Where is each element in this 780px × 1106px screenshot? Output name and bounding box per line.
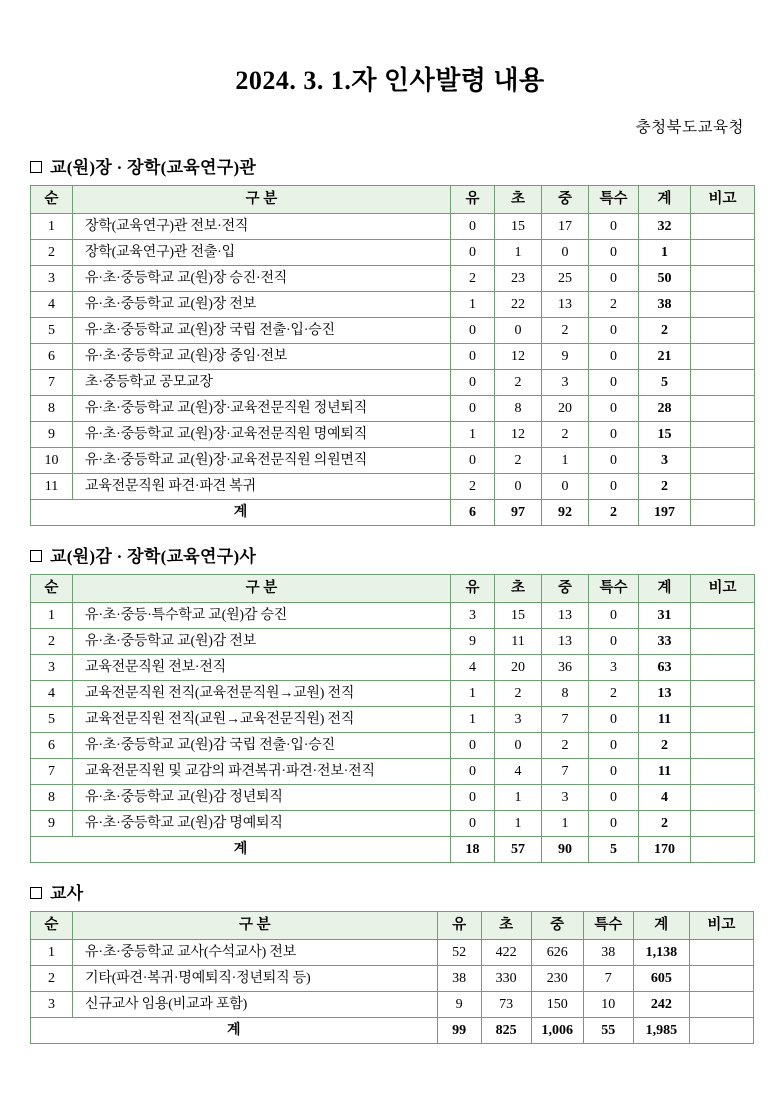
- table-row: [31, 344, 755, 370]
- cell-total: 2: [639, 811, 691, 837]
- table-row: [31, 474, 755, 500]
- cell-special: 0: [589, 370, 639, 396]
- column-header-total: 계: [639, 186, 691, 214]
- cell-special: 0: [589, 214, 639, 240]
- cell-special: 0: [589, 629, 639, 655]
- cell-total: 605: [633, 966, 689, 992]
- cell-total: 242: [633, 992, 689, 1018]
- column-header-middle: 중: [542, 575, 589, 603]
- cell-special: 7: [583, 966, 633, 992]
- cell-note: [691, 292, 755, 318]
- cell-total: 31: [639, 603, 691, 629]
- table-row: [31, 370, 755, 396]
- cell-middle: 2: [542, 733, 589, 759]
- cell-special: 0: [589, 759, 639, 785]
- cell-note: [691, 603, 755, 629]
- cell-elementary: 2: [495, 681, 542, 707]
- cell-elementary: 20: [495, 655, 542, 681]
- cell-kindergarten: 2: [451, 266, 495, 292]
- cell-note: [689, 966, 753, 992]
- cell-subject: 유·초·중등·특수학교 교(원)감 승진: [73, 603, 451, 629]
- cell-middle: 13: [542, 603, 589, 629]
- section-heading-label: 교(원)장 · 장학(교육연구)관: [50, 158, 257, 177]
- cell-middle: 13: [542, 292, 589, 318]
- cell-elementary: 15: [495, 214, 542, 240]
- column-header-kindergarten: 유: [451, 575, 495, 603]
- table-row: [31, 681, 755, 707]
- cell-elementary: 22: [495, 292, 542, 318]
- table-row: [31, 214, 755, 240]
- section-heading-label: 교(원)감 · 장학(교육연구)사: [50, 547, 257, 566]
- column-header-note: 비고: [689, 912, 753, 940]
- cell-special: 0: [589, 422, 639, 448]
- cell-subject: 교육전문직원 및 교감의 파견복귀·파견·전보·전직: [73, 759, 451, 785]
- cell-note: [691, 474, 755, 500]
- column-header-elementary: 초: [481, 912, 531, 940]
- cell-total: 197: [639, 500, 691, 526]
- cell-kindergarten: 0: [451, 240, 495, 266]
- cell-total: 2: [639, 474, 691, 500]
- cell-subject: 교육전문직원 전직(교원→교육전문직원) 전직: [73, 707, 451, 733]
- cell-total: 50: [639, 266, 691, 292]
- cell-special: 0: [589, 707, 639, 733]
- cell-total: 2: [639, 318, 691, 344]
- checkbox-icon: [30, 161, 42, 173]
- cell-note: [691, 500, 755, 526]
- cell-kindergarten: 0: [451, 448, 495, 474]
- cell-no: 1: [31, 603, 73, 629]
- cell-kindergarten: 0: [451, 733, 495, 759]
- cell-middle: 3: [542, 370, 589, 396]
- cell-middle: 9: [542, 344, 589, 370]
- cell-note: [691, 785, 755, 811]
- cell-no: 2: [31, 629, 73, 655]
- cell-middle: 0: [542, 474, 589, 500]
- cell-special: 0: [589, 266, 639, 292]
- cell-no: 10: [31, 448, 73, 474]
- cell-total: 28: [639, 396, 691, 422]
- cell-kindergarten: 6: [451, 500, 495, 526]
- table-row: [31, 396, 755, 422]
- cell-subject: 초·중등학교 공모교장: [73, 370, 451, 396]
- cell-total: 4: [639, 785, 691, 811]
- table-total-row: [31, 1018, 754, 1044]
- cell-total: 32: [639, 214, 691, 240]
- column-header-special: 특수: [589, 575, 639, 603]
- table-row: [31, 759, 755, 785]
- cell-elementary: 1: [495, 240, 542, 266]
- cell-note: [691, 396, 755, 422]
- table-row: [31, 785, 755, 811]
- cell-middle: 1: [542, 811, 589, 837]
- cell-special: 0: [589, 603, 639, 629]
- table-total-row: [31, 500, 755, 526]
- cell-kindergarten: 1: [451, 681, 495, 707]
- cell-note: [691, 759, 755, 785]
- cell-no: 2: [31, 240, 73, 266]
- column-header-special: 특수: [589, 186, 639, 214]
- section-heading: [30, 153, 752, 178]
- cell-subject: 장학(교육연구)관 전보·전직: [73, 214, 451, 240]
- cell-elementary: 23: [495, 266, 542, 292]
- cell-elementary: 8: [495, 396, 542, 422]
- section-teachers: [28, 879, 752, 1044]
- cell-middle: 3: [542, 785, 589, 811]
- checkbox-icon: [30, 887, 42, 899]
- cell-subject: 유·초·중등학교 교(원)장 국립 전출·입·승진: [73, 318, 451, 344]
- cell-subject: 유·초·중등학교 교(원)장 승진·전직: [73, 266, 451, 292]
- cell-elementary: 15: [495, 603, 542, 629]
- cell-total: 33: [639, 629, 691, 655]
- cell-special: 5: [589, 837, 639, 863]
- section-vice-principals: [28, 542, 752, 863]
- cell-middle: 150: [531, 992, 583, 1018]
- cell-middle: 2: [542, 318, 589, 344]
- cell-special: 0: [589, 396, 639, 422]
- cell-elementary: 2: [495, 370, 542, 396]
- table-row: [31, 707, 755, 733]
- cell-middle: 8: [542, 681, 589, 707]
- cell-no: 6: [31, 733, 73, 759]
- personnel-table-principals: [30, 185, 755, 526]
- cell-elementary: 3: [495, 707, 542, 733]
- cell-middle: 13: [542, 629, 589, 655]
- cell-middle: 1: [542, 448, 589, 474]
- cell-elementary: 97: [495, 500, 542, 526]
- cell-subject: 유·초·중등학교 교(원)감 정년퇴직: [73, 785, 451, 811]
- cell-kindergarten: 0: [451, 759, 495, 785]
- cell-middle: 7: [542, 759, 589, 785]
- cell-total: 1: [639, 240, 691, 266]
- cell-subject: 유·초·중등학교 교(원)감 국립 전출·입·승진: [73, 733, 451, 759]
- table-row: [31, 603, 755, 629]
- cell-total: 15: [639, 422, 691, 448]
- table-row: [31, 992, 754, 1018]
- column-header-note: 비고: [691, 186, 755, 214]
- cell-middle: 626: [531, 940, 583, 966]
- table-row: [31, 811, 755, 837]
- cell-kindergarten: 1: [451, 422, 495, 448]
- cell-no: 11: [31, 474, 73, 500]
- table-row: [31, 966, 754, 992]
- cell-elementary: 12: [495, 422, 542, 448]
- cell-total: 5: [639, 370, 691, 396]
- cell-no: 3: [31, 992, 73, 1018]
- cell-total: 1,985: [633, 1018, 689, 1044]
- cell-special: 2: [589, 681, 639, 707]
- cell-total: 170: [639, 837, 691, 863]
- cell-special: 0: [589, 474, 639, 500]
- cell-kindergarten: 0: [451, 344, 495, 370]
- cell-note: [691, 370, 755, 396]
- cell-note: [689, 1018, 753, 1044]
- cell-total-label: 계: [31, 500, 451, 526]
- cell-elementary: 0: [495, 318, 542, 344]
- cell-elementary: 57: [495, 837, 542, 863]
- cell-note: [691, 681, 755, 707]
- column-header-kindergarten: 유: [451, 186, 495, 214]
- cell-total: 11: [639, 759, 691, 785]
- column-header-total: 계: [633, 912, 689, 940]
- cell-no: 7: [31, 759, 73, 785]
- cell-subject: 유·초·중등학교 교(원)장·교육전문직원 의원면직: [73, 448, 451, 474]
- table-row: [31, 422, 755, 448]
- cell-kindergarten: 38: [437, 966, 481, 992]
- personnel-table-vice-principals: [30, 574, 755, 863]
- cell-total: 13: [639, 681, 691, 707]
- cell-subject: 교육전문직원 전직(교육전문직원→교원) 전직: [73, 681, 451, 707]
- cell-kindergarten: 1: [451, 707, 495, 733]
- section-heading: [30, 542, 752, 567]
- cell-subject: 유·초·중등학교 교(원)장 전보: [73, 292, 451, 318]
- cell-kindergarten: 0: [451, 370, 495, 396]
- cell-subject: 유·초·중등학교 교(원)장 중임·전보: [73, 344, 451, 370]
- cell-no: 5: [31, 318, 73, 344]
- table-row: [31, 266, 755, 292]
- cell-elementary: 2: [495, 448, 542, 474]
- table-header-row: [31, 575, 755, 603]
- cell-special: 10: [583, 992, 633, 1018]
- table-row: [31, 318, 755, 344]
- column-header-no: 순: [31, 575, 73, 603]
- cell-kindergarten: 0: [451, 318, 495, 344]
- column-header-elementary: 초: [495, 575, 542, 603]
- cell-note: [691, 344, 755, 370]
- cell-no: 4: [31, 292, 73, 318]
- cell-total: 1,138: [633, 940, 689, 966]
- cell-no: 8: [31, 785, 73, 811]
- cell-total: 21: [639, 344, 691, 370]
- cell-special: 38: [583, 940, 633, 966]
- table-row: [31, 655, 755, 681]
- table-row: [31, 448, 755, 474]
- cell-kindergarten: 0: [451, 811, 495, 837]
- table-total-row: [31, 837, 755, 863]
- column-header-middle: 중: [542, 186, 589, 214]
- cell-total: 3: [639, 448, 691, 474]
- cell-kindergarten: 4: [451, 655, 495, 681]
- cell-subject: 유·초·중등학교 교(원)장·교육전문직원 정년퇴직: [73, 396, 451, 422]
- cell-kindergarten: 0: [451, 785, 495, 811]
- section-heading: [30, 879, 752, 904]
- table-header-row: [31, 912, 754, 940]
- cell-special: 55: [583, 1018, 633, 1044]
- column-header-kindergarten: 유: [437, 912, 481, 940]
- cell-kindergarten: 0: [451, 396, 495, 422]
- cell-middle: 1,006: [531, 1018, 583, 1044]
- cell-kindergarten: 18: [451, 837, 495, 863]
- cell-elementary: 4: [495, 759, 542, 785]
- cell-kindergarten: 0: [451, 214, 495, 240]
- cell-subject: 장학(교육연구)관 전출·입: [73, 240, 451, 266]
- table-wrapper: [30, 911, 752, 1044]
- cell-elementary: 0: [495, 733, 542, 759]
- cell-no: 3: [31, 655, 73, 681]
- column-header-subject: 구 분: [73, 186, 451, 214]
- cell-no: 1: [31, 940, 73, 966]
- cell-kindergarten: 3: [451, 603, 495, 629]
- cell-kindergarten: 99: [437, 1018, 481, 1044]
- cell-no: 2: [31, 966, 73, 992]
- cell-total: 2: [639, 733, 691, 759]
- cell-special: 0: [589, 448, 639, 474]
- cell-special: 2: [589, 500, 639, 526]
- cell-kindergarten: 52: [437, 940, 481, 966]
- section-heading-label: 교사: [50, 884, 84, 903]
- column-header-no: 순: [31, 912, 73, 940]
- table-row: [31, 240, 755, 266]
- cell-note: [691, 733, 755, 759]
- cell-total-label: 계: [31, 837, 451, 863]
- column-header-middle: 중: [531, 912, 583, 940]
- cell-no: 8: [31, 396, 73, 422]
- cell-elementary: 1: [495, 811, 542, 837]
- cell-elementary: 330: [481, 966, 531, 992]
- column-header-subject: 구 분: [73, 912, 438, 940]
- cell-total: 11: [639, 707, 691, 733]
- cell-middle: 230: [531, 966, 583, 992]
- cell-total-label: 계: [31, 1018, 438, 1044]
- cell-total: 63: [639, 655, 691, 681]
- cell-middle: 20: [542, 396, 589, 422]
- cell-subject: 기타(파견·복귀·명예퇴직·정년퇴직 등): [73, 966, 438, 992]
- cell-subject: 교육전문직원 전보·전직: [73, 655, 451, 681]
- table-wrapper: [30, 185, 752, 526]
- cell-note: [691, 707, 755, 733]
- cell-no: 5: [31, 707, 73, 733]
- cell-note: [691, 422, 755, 448]
- cell-elementary: 12: [495, 344, 542, 370]
- column-header-no: 순: [31, 186, 73, 214]
- cell-subject: 유·초·중등학교 교(원)장·교육전문직원 명예퇴직: [73, 422, 451, 448]
- cell-subject: 유·초·중등학교 교(원)감 전보: [73, 629, 451, 655]
- cell-elementary: 0: [495, 474, 542, 500]
- cell-note: [691, 448, 755, 474]
- table-row: [31, 733, 755, 759]
- cell-elementary: 825: [481, 1018, 531, 1044]
- cell-kindergarten: 9: [451, 629, 495, 655]
- cell-note: [691, 837, 755, 863]
- checkbox-icon: [30, 550, 42, 562]
- table-header-row: [31, 186, 755, 214]
- cell-kindergarten: 9: [437, 992, 481, 1018]
- cell-no: 9: [31, 422, 73, 448]
- cell-no: 3: [31, 266, 73, 292]
- cell-middle: 2: [542, 422, 589, 448]
- column-header-subject: 구 분: [73, 575, 451, 603]
- section-principals: [28, 153, 752, 526]
- cell-elementary: 11: [495, 629, 542, 655]
- cell-note: [691, 811, 755, 837]
- cell-subject: 유·초·중등학교 교사(수석교사) 전보: [73, 940, 438, 966]
- cell-no: 9: [31, 811, 73, 837]
- cell-note: [691, 629, 755, 655]
- cell-middle: 7: [542, 707, 589, 733]
- table-row: [31, 292, 755, 318]
- cell-no: 7: [31, 370, 73, 396]
- issuing-organization: 충청북도교육청: [635, 119, 744, 136]
- personnel-table-teachers: [30, 911, 754, 1044]
- cell-special: 0: [589, 733, 639, 759]
- cell-note: [691, 214, 755, 240]
- cell-special: 0: [589, 811, 639, 837]
- cell-note: [689, 992, 753, 1018]
- cell-subject: 교육전문직원 파견·파견 복귀: [73, 474, 451, 500]
- column-header-special: 특수: [583, 912, 633, 940]
- table-wrapper: [30, 574, 752, 863]
- column-header-elementary: 초: [495, 186, 542, 214]
- cell-note: [691, 240, 755, 266]
- cell-no: 6: [31, 344, 73, 370]
- cell-note: [691, 318, 755, 344]
- table-row: [31, 940, 754, 966]
- column-header-note: 비고: [691, 575, 755, 603]
- cell-special: 0: [589, 344, 639, 370]
- cell-total: 38: [639, 292, 691, 318]
- cell-note: [689, 940, 753, 966]
- cell-subject: 유·초·중등학교 교(원)감 명예퇴직: [73, 811, 451, 837]
- cell-special: 0: [589, 785, 639, 811]
- cell-middle: 36: [542, 655, 589, 681]
- cell-subject: 신규교사 임용(비교과 포함): [73, 992, 438, 1018]
- cell-kindergarten: 2: [451, 474, 495, 500]
- cell-middle: 90: [542, 837, 589, 863]
- cell-kindergarten: 1: [451, 292, 495, 318]
- column-header-total: 계: [639, 575, 691, 603]
- cell-no: 1: [31, 214, 73, 240]
- cell-middle: 17: [542, 214, 589, 240]
- cell-note: [691, 655, 755, 681]
- cell-elementary: 422: [481, 940, 531, 966]
- page-title: 2024. 3. 1.자 인사발령 내용: [235, 66, 545, 95]
- cell-middle: 25: [542, 266, 589, 292]
- cell-middle: 92: [542, 500, 589, 526]
- cell-middle: 0: [542, 240, 589, 266]
- cell-elementary: 73: [481, 992, 531, 1018]
- cell-elementary: 1: [495, 785, 542, 811]
- cell-special: 2: [589, 292, 639, 318]
- table-row: [31, 629, 755, 655]
- cell-special: 0: [589, 318, 639, 344]
- cell-special: 3: [589, 655, 639, 681]
- cell-note: [691, 266, 755, 292]
- cell-special: 0: [589, 240, 639, 266]
- cell-no: 4: [31, 681, 73, 707]
